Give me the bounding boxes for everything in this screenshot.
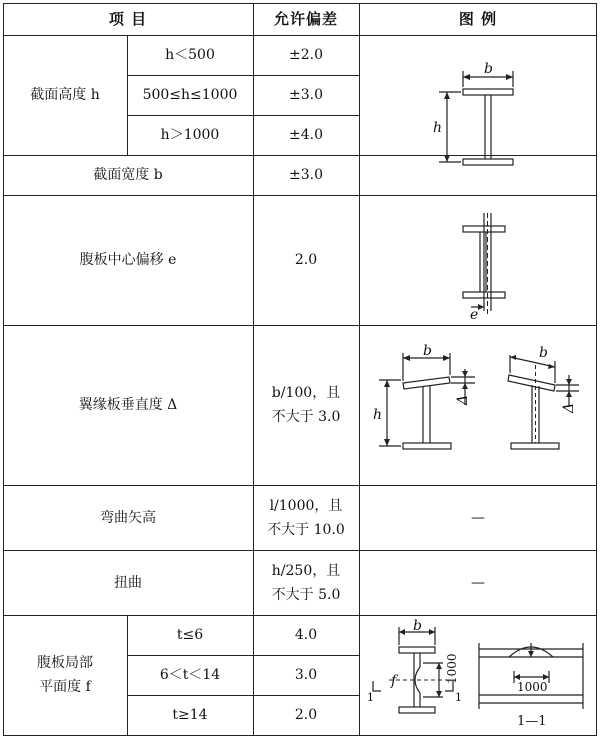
label-line: 腹板局部 xyxy=(37,655,93,671)
figure-none-dash: — xyxy=(471,574,485,591)
label-b: b xyxy=(413,618,422,634)
figure-none-dash: — xyxy=(471,509,485,526)
figure-web-flatness xyxy=(359,615,597,735)
label-line: 平面度 f xyxy=(39,679,91,695)
label-1000-vertical: 1000 xyxy=(445,653,459,684)
tolerance-value: ±3.0 xyxy=(289,87,323,103)
label-section-1: 1 xyxy=(367,691,374,704)
tolerance-line: h/250，且 xyxy=(271,562,341,579)
label-f: f xyxy=(391,673,397,689)
label-twist: 扭曲 xyxy=(114,574,142,591)
condition-h-gt-1000: h＞1000 xyxy=(160,127,220,143)
tolerance-twist xyxy=(253,550,359,615)
label-b: b xyxy=(539,345,548,361)
condition-t: t≤6 xyxy=(176,627,204,643)
label-delta: Δ xyxy=(561,402,577,413)
tolerance-table xyxy=(3,3,597,736)
tolerance-value: 2.0 xyxy=(294,707,318,723)
label-flange-perpendicularity: 翼缘板垂直度 Δ xyxy=(78,397,178,413)
tolerance-value: ±3.0 xyxy=(289,167,323,183)
label-camber: 弯曲矢高 xyxy=(100,509,156,526)
tolerance-line: b/100，且 xyxy=(271,385,341,401)
tolerance-value: 2.0 xyxy=(294,252,318,268)
tolerance-line: 不大于 10.0 xyxy=(267,521,345,538)
tolerance-value: 3.0 xyxy=(294,667,318,683)
tolerance-value: ±4.0 xyxy=(289,127,323,143)
label-h: h xyxy=(373,407,383,423)
label-web-flatness xyxy=(3,615,127,735)
tolerance-flange xyxy=(253,325,359,485)
tolerance-line: l/1000，且 xyxy=(269,497,343,514)
label-b: b xyxy=(423,343,432,359)
label-section-1-1: 1—1 xyxy=(517,714,547,729)
figure-i-beam-height xyxy=(359,35,597,195)
label-section-width: 截面宽度 b xyxy=(93,167,163,183)
tolerance-line: 不大于 5.0 xyxy=(271,586,341,603)
tolerance-camber xyxy=(253,485,359,550)
header-figure: 图 例 xyxy=(458,10,498,28)
figure-web-offset xyxy=(359,195,597,325)
figure-flange-perpendicularity xyxy=(359,325,597,485)
tolerance-line: 不大于 3.0 xyxy=(271,409,341,425)
header-item: 项 目 xyxy=(108,10,148,28)
label-section-1: 1 xyxy=(455,691,462,704)
condition-h-500-1000: 500≤h≤1000 xyxy=(142,87,238,103)
tolerance-value: 4.0 xyxy=(294,627,318,643)
label-delta: Δ xyxy=(455,394,471,405)
label-1000: 1000 xyxy=(517,680,548,694)
label-web-offset: 腹板中心偏移 e xyxy=(79,252,177,268)
condition-t: 6＜t＜14 xyxy=(159,667,221,683)
label-e: e xyxy=(470,307,479,323)
header-tolerance: 允许偏差 xyxy=(273,10,338,28)
condition-h-lt-500: h＜500 xyxy=(165,47,215,63)
table-border-bottom xyxy=(3,735,597,736)
tolerance-value: ±2.0 xyxy=(289,47,323,63)
label-section-height: 截面高度 h xyxy=(30,87,100,103)
condition-t: t≥14 xyxy=(172,707,208,723)
label-b: b xyxy=(484,61,493,77)
label-h: h xyxy=(433,120,443,136)
